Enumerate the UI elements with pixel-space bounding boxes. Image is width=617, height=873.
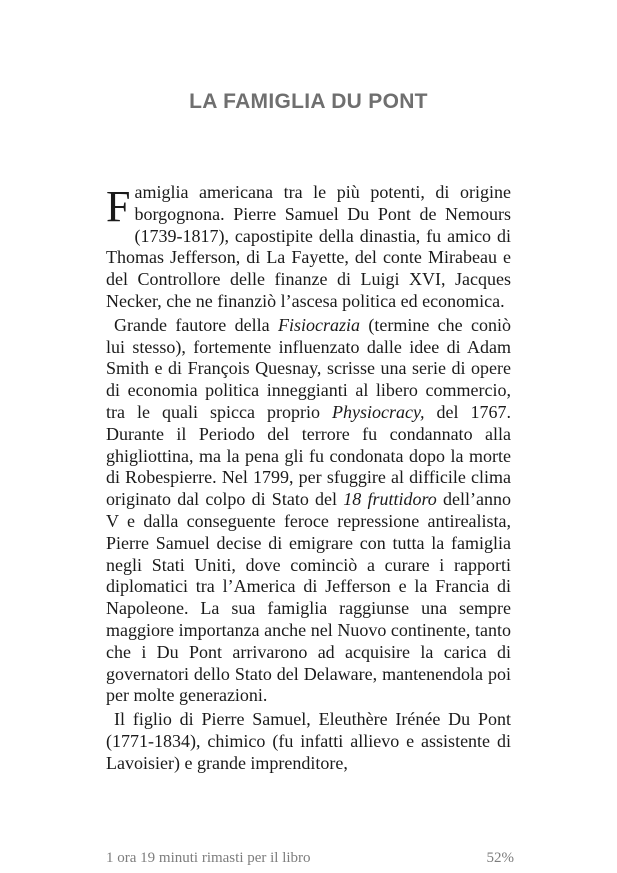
- paragraph: [106, 182, 511, 313]
- italic-text: Physiocracy,: [332, 401, 425, 422]
- chapter-title: LA FAMIGLIA DU PONT: [189, 90, 428, 113]
- italic-text: 18 fruttidoro: [343, 489, 437, 510]
- paragraph: [106, 709, 511, 774]
- paragraph: [106, 315, 511, 707]
- text-run: del 1767. Durante il Periodo del terrore fu condannato alla ghigliottina, ma la pena gli fu condonata dopo la morte di Robespierre. Nel 1799, per sfuggire al difficile clima originato dal colpo di Stato del: [106, 401, 511, 510]
- chapter-body: [106, 182, 511, 775]
- italic-text: Fisiocrazia: [277, 314, 360, 335]
- text-run: Grande fautore della: [114, 314, 278, 335]
- drop-cap: F: [106, 182, 131, 231]
- text-run: Il figlio di Pierre Samuel, Eleuthère Irénée Du Pont (1771-1834), chimico (fu infatti allievo e assistente di Lavoisier) e grande imprenditore,: [106, 709, 511, 773]
- progress-percent: 52%: [486, 850, 514, 866]
- text-run: (termine che coniò lui stesso), fortemente influenzato dalle idee di Adam Smith e di François Quesnay, scrisse una serie di opere di economia politica inneggianti al libero commercio, tra le quali spicca proprio: [106, 314, 511, 422]
- reading-footer: [106, 850, 514, 867]
- text-run: dell’anno V e dalla conseguente feroce repressione antirealista, Pierre Samuel decise di emigrare con tutta la famiglia negli Stati Uniti, dove cominciò a curare i rapporti diplomatici tra l’America di Jefferson e la Francia di Napoleone. La sua famiglia raggiunse una sempre maggiore importanza anche nel Nuovo continente, tanto che i Du Pont arrivarono ad acquisire la carica di governatori dello Stato del Delaware, mantenendola poi per molte generazioni.: [106, 489, 511, 706]
- text-run: amiglia americana tra le più potenti, di origine borgognona. Pierre Samuel Du Pont de Nemours (1739-1817), capostipite della dinastia, fu amico di Thomas Jefferson, di La Fayette, del conte Mirabeau e del Controllore delle finanze di Luigi XVI, Jacques Necker, che ne finanziò l’ascesa politica ed economica.: [106, 182, 511, 311]
- time-remaining: 1 ora 19 minuti rimasti per il libro: [106, 850, 311, 866]
